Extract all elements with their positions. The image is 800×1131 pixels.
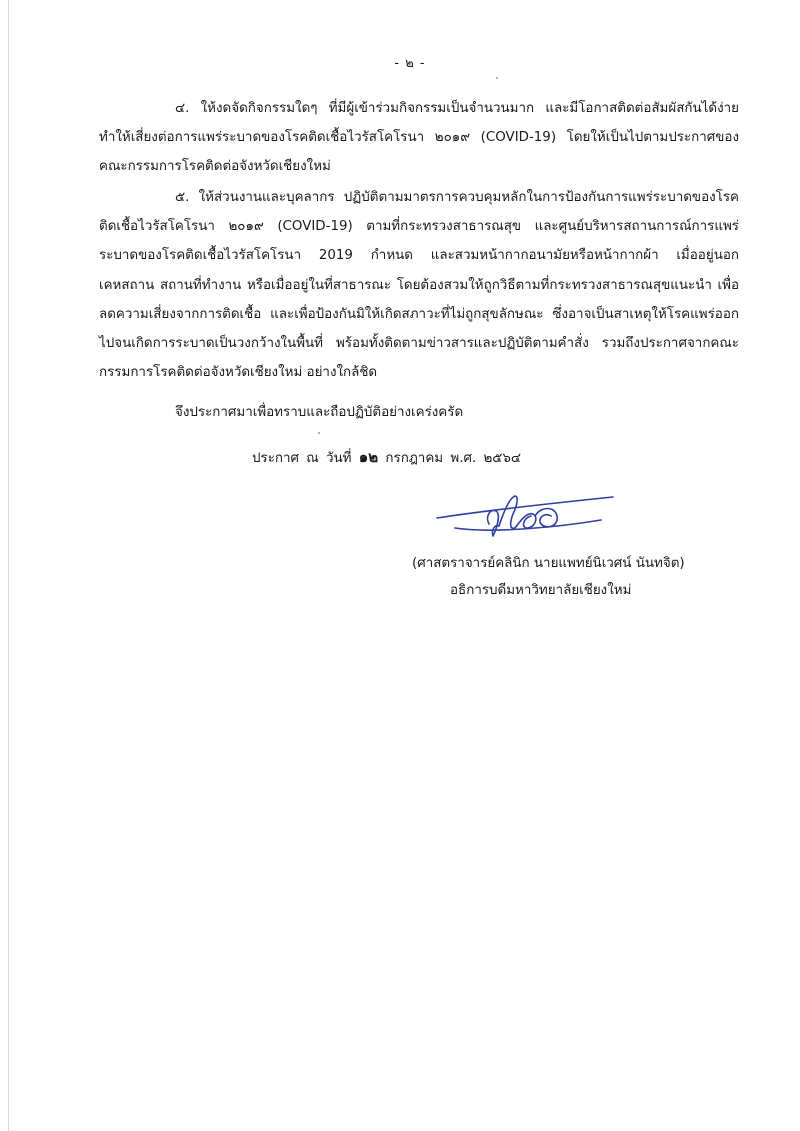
announcement-date: [252, 445, 521, 469]
scan-speck: [496, 77, 498, 79]
date-day: ๑๒: [358, 448, 379, 466]
date-prefix: ประกาศ ณ วันที่: [252, 451, 352, 466]
page-edge-line: [8, 0, 9, 1131]
scan-speck: [318, 432, 320, 434]
signatory-name: (ศาสตราจารย์คลินิก นายแพทย์นิเวศน์ นันทจิต): [412, 556, 685, 571]
date-month-year: กรกฎาคม พ.ศ. ๒๕๖๔: [385, 451, 522, 466]
paragraph-item-5: ๕. ให้ส่วนงานและบุคลากร ปฏิบัติตามมาตรการควบคุมหลักในการป้องกันการแพร่ระบาดของโรคติดเชื้อไวรัสโคโรนา ๒๐๑๙ (COVID-19) ตามที่กระทรวงสาธารณสุข และศูนย์บริหารสถานการณ์การแพร่ระบาดของโรคติดเชื้อไวรัสโคโรนา 2019 กำหนด และสวมหน้ากากอนามัยหรือหน้ากากผ้า เมื่ออยู่นอกเคหสถาน สถานที่ทำงาน หรือเมื่ออยู่ในที่สาธารณะ โดยต้องสวมให้ถูกวิธีตามที่กระทรวงสาธารณสุขแนะนำ เพื่อลดความเสี่ยงจากการติดเชื้อ และเพื่อป้องกันมิให้เกิดสภาวะที่ไม่ถูกสุขลักษณะ ซึ่งอาจเป็นสาเหตุให้โรคแพร่ออกไปจนเกิดการระบาดเป็นวงกว้างในพื้นที่ พร้อมทั้งติดตามข่าวสารและปฏิบัติตามคำสั่ง รวมถึงประกาศจากคณะกรรมการโรคติดต่อจังหวัดเชียงใหม่ อย่างใกล้ชิด: [99, 190, 739, 381]
paragraph-item-4: ๔. ให้งดจัดกิจกรรมใดๆ ที่มีผู้เข้าร่วมกิจกรรมเป็นจำนวนมาก และมีโอกาสติดต่อสัมผัสกันได้ง่าย ทำให้เสี่ยงต่อการแพร่ระบาดของโรคติดเชื้อไวรัสโคโรนา ๒๐๑๙ (COVID-19) โดยให้เป็นไปตามประกาศของคณะกรรมการโรคติดต่อจังหวัดเชียงใหม่: [99, 101, 739, 175]
signatory-title: อธิการบดีมหาวิทยาลัยเชียงใหม่: [450, 583, 632, 598]
handwritten-signature: [435, 484, 620, 552]
page-number: - ๒ -: [394, 56, 426, 71]
closing-statement: จึงประกาศมาเพื่อทราบและถือปฏิบัติอย่างเคร่งครัด: [175, 405, 464, 420]
